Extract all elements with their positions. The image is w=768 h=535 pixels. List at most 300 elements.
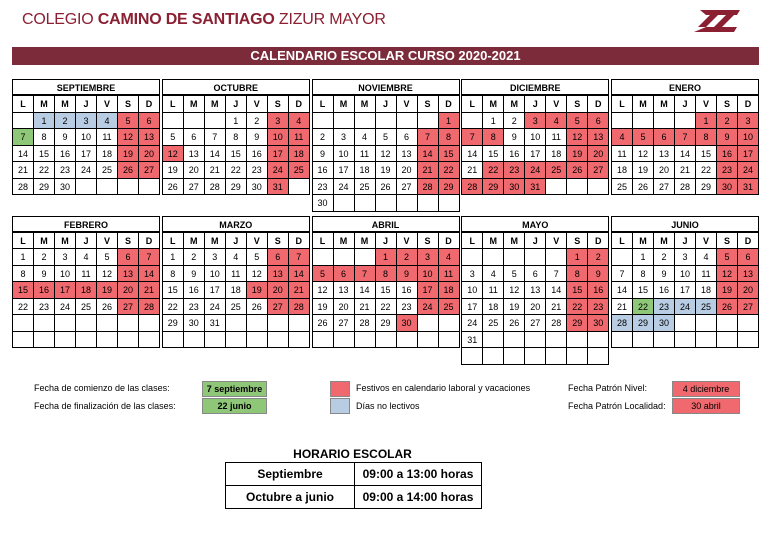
month-days-grid bbox=[312, 95, 460, 212]
month-marzo bbox=[162, 216, 310, 365]
day-cell: 23 bbox=[397, 299, 418, 316]
weekday-header: J bbox=[525, 233, 546, 250]
day-cell: 24 bbox=[738, 162, 759, 179]
day-cell: 21 bbox=[612, 299, 633, 316]
day-cell: 30 bbox=[55, 179, 76, 196]
month-days-grid bbox=[461, 95, 609, 195]
patron-nivel-value: 4 diciembre bbox=[672, 381, 740, 397]
month-days-grid bbox=[12, 232, 160, 349]
non-school-legend-label: Días no lectivos bbox=[356, 401, 420, 411]
day-cell: 15 bbox=[439, 146, 460, 163]
month-octubre bbox=[162, 79, 310, 212]
day-cell: 8 bbox=[633, 266, 654, 283]
weekday-header: V bbox=[97, 233, 118, 250]
day-cell: 13 bbox=[525, 282, 546, 299]
day-cell: 1 bbox=[439, 113, 460, 130]
day-cell: 22 bbox=[163, 299, 184, 316]
weekday-header: L bbox=[163, 96, 184, 113]
weekday-header: M bbox=[334, 233, 355, 250]
weekday-header: M bbox=[654, 233, 675, 250]
day-cell: 9 bbox=[184, 266, 205, 283]
empty-cell bbox=[546, 348, 567, 365]
weekday-header: V bbox=[247, 233, 268, 250]
empty-cell bbox=[418, 195, 439, 212]
day-cell: 26 bbox=[163, 179, 184, 196]
day-cell: 10 bbox=[268, 129, 289, 146]
empty-cell bbox=[13, 315, 34, 332]
day-cell: 30 bbox=[247, 179, 268, 196]
empty-cell bbox=[462, 249, 483, 266]
day-cell: 20 bbox=[654, 162, 675, 179]
day-cell: 31 bbox=[268, 179, 289, 196]
day-cell: 30 bbox=[313, 195, 334, 212]
day-cell: 11 bbox=[76, 266, 97, 283]
day-cell: 12 bbox=[97, 266, 118, 283]
weekday-header: L bbox=[462, 96, 483, 113]
empty-cell bbox=[504, 348, 525, 365]
month-days-grid bbox=[162, 232, 310, 349]
day-cell: 4 bbox=[355, 129, 376, 146]
schedule-hours: 09:00 a 13:00 horas bbox=[355, 463, 482, 486]
school-logo-icon bbox=[692, 8, 742, 34]
day-cell: 3 bbox=[525, 113, 546, 130]
day-cell: 21 bbox=[546, 299, 567, 316]
day-cell: 4 bbox=[612, 129, 633, 146]
empty-cell bbox=[76, 332, 97, 349]
day-cell: 14 bbox=[139, 266, 160, 283]
day-cell: 26 bbox=[313, 315, 334, 332]
day-cell: 11 bbox=[226, 266, 247, 283]
school-name: COLEGIO CAMINO DE SANTIAGO ZIZUR MAYOR bbox=[22, 11, 386, 28]
day-cell: 19 bbox=[313, 299, 334, 316]
empty-cell bbox=[355, 332, 376, 349]
day-cell: 14 bbox=[462, 146, 483, 163]
day-cell: 20 bbox=[268, 282, 289, 299]
day-cell: 4 bbox=[97, 113, 118, 130]
day-cell: 6 bbox=[654, 129, 675, 146]
day-cell: 2 bbox=[184, 249, 205, 266]
day-cell: 26 bbox=[567, 162, 588, 179]
day-cell: 17 bbox=[462, 299, 483, 316]
day-cell: 2 bbox=[34, 249, 55, 266]
day-cell: 29 bbox=[163, 315, 184, 332]
day-cell: 25 bbox=[97, 162, 118, 179]
day-cell: 6 bbox=[184, 129, 205, 146]
start-date-label: Fecha de comienzo de las clases: bbox=[34, 383, 170, 393]
empty-cell bbox=[483, 348, 504, 365]
day-cell: 17 bbox=[525, 146, 546, 163]
day-cell: 2 bbox=[504, 113, 525, 130]
day-cell: 6 bbox=[525, 266, 546, 283]
day-cell: 18 bbox=[226, 282, 247, 299]
day-cell: 30 bbox=[504, 179, 525, 196]
weekday-header: D bbox=[289, 96, 310, 113]
day-cell: 23 bbox=[588, 299, 609, 316]
day-cell: 10 bbox=[675, 266, 696, 283]
empty-cell bbox=[525, 332, 546, 349]
empty-cell bbox=[696, 332, 717, 349]
day-cell: 27 bbox=[139, 162, 160, 179]
day-cell: 13 bbox=[397, 146, 418, 163]
end-date-label: Fecha de finalización de las clases: bbox=[34, 401, 176, 411]
weekday-header: V bbox=[696, 233, 717, 250]
day-cell: 24 bbox=[418, 299, 439, 316]
day-cell: 28 bbox=[289, 299, 310, 316]
day-cell: 20 bbox=[588, 146, 609, 163]
month-name: SEPTIEMBRE bbox=[12, 79, 160, 95]
day-cell: 17 bbox=[675, 282, 696, 299]
day-cell: 7 bbox=[13, 129, 34, 146]
empty-cell bbox=[268, 332, 289, 349]
day-cell: 8 bbox=[34, 129, 55, 146]
schedule-table bbox=[225, 462, 482, 509]
day-cell: 16 bbox=[184, 282, 205, 299]
day-cell: 27 bbox=[525, 315, 546, 332]
weekday-header: D bbox=[738, 233, 759, 250]
day-cell: 1 bbox=[696, 113, 717, 130]
day-cell: 23 bbox=[717, 162, 738, 179]
empty-cell bbox=[633, 332, 654, 349]
day-cell: 12 bbox=[504, 282, 525, 299]
empty-cell bbox=[76, 315, 97, 332]
empty-cell bbox=[34, 315, 55, 332]
day-cell: 3 bbox=[738, 113, 759, 130]
empty-cell bbox=[567, 348, 588, 365]
empty-cell bbox=[418, 113, 439, 130]
weekday-header: S bbox=[418, 96, 439, 113]
day-cell: 17 bbox=[55, 282, 76, 299]
day-cell: 30 bbox=[397, 315, 418, 332]
day-cell: 27 bbox=[118, 299, 139, 316]
weekday-header: S bbox=[717, 96, 738, 113]
empty-cell bbox=[612, 249, 633, 266]
day-cell: 23 bbox=[55, 162, 76, 179]
day-cell: 30 bbox=[184, 315, 205, 332]
day-cell: 15 bbox=[567, 282, 588, 299]
day-cell: 6 bbox=[268, 249, 289, 266]
empty-cell bbox=[163, 113, 184, 130]
day-cell: 16 bbox=[34, 282, 55, 299]
empty-cell bbox=[313, 113, 334, 130]
month-name: ENERO bbox=[611, 79, 759, 95]
weekday-header: S bbox=[418, 233, 439, 250]
empty-cell bbox=[313, 249, 334, 266]
empty-cell bbox=[139, 315, 160, 332]
weekday-header: D bbox=[439, 233, 460, 250]
day-cell: 5 bbox=[247, 249, 268, 266]
weekday-header: M bbox=[633, 233, 654, 250]
day-cell: 19 bbox=[163, 162, 184, 179]
calendar-title: CALENDARIO ESCOLAR CURSO 2020-2021 bbox=[12, 47, 759, 65]
empty-cell bbox=[313, 332, 334, 349]
weekday-header: L bbox=[13, 233, 34, 250]
weekday-header: S bbox=[567, 96, 588, 113]
day-cell: 26 bbox=[504, 315, 525, 332]
day-cell: 27 bbox=[654, 179, 675, 196]
month-enero bbox=[611, 79, 759, 212]
day-cell: 15 bbox=[483, 146, 504, 163]
empty-cell bbox=[34, 332, 55, 349]
day-cell: 3 bbox=[418, 249, 439, 266]
day-cell: 14 bbox=[675, 146, 696, 163]
day-cell: 23 bbox=[34, 299, 55, 316]
weekday-header: M bbox=[34, 96, 55, 113]
month-septiembre bbox=[12, 79, 160, 212]
day-cell: 28 bbox=[355, 315, 376, 332]
weekday-header: M bbox=[355, 233, 376, 250]
weekday-header: V bbox=[696, 96, 717, 113]
empty-cell bbox=[118, 315, 139, 332]
day-cell: 24 bbox=[76, 162, 97, 179]
weekday-header: S bbox=[268, 96, 289, 113]
day-cell: 3 bbox=[675, 249, 696, 266]
weekday-header: L bbox=[313, 233, 334, 250]
patron-nivel-label: Fecha Patrón Nivel: bbox=[568, 383, 648, 393]
day-cell: 6 bbox=[334, 266, 355, 283]
day-cell: 25 bbox=[355, 179, 376, 196]
weekday-header: L bbox=[313, 96, 334, 113]
day-cell: 9 bbox=[247, 129, 268, 146]
day-cell: 7 bbox=[289, 249, 310, 266]
day-cell: 19 bbox=[567, 146, 588, 163]
empty-cell bbox=[13, 332, 34, 349]
day-cell: 20 bbox=[738, 282, 759, 299]
empty-cell bbox=[163, 332, 184, 349]
weekday-header: M bbox=[334, 96, 355, 113]
day-cell: 18 bbox=[289, 146, 310, 163]
day-cell: 25 bbox=[546, 162, 567, 179]
day-cell: 18 bbox=[97, 146, 118, 163]
day-cell: 1 bbox=[226, 113, 247, 130]
day-cell: 28 bbox=[139, 299, 160, 316]
weekday-header: V bbox=[546, 96, 567, 113]
day-cell: 9 bbox=[654, 266, 675, 283]
empty-cell bbox=[462, 113, 483, 130]
day-cell: 5 bbox=[97, 249, 118, 266]
day-cell: 7 bbox=[675, 129, 696, 146]
day-cell: 28 bbox=[205, 179, 226, 196]
day-cell: 27 bbox=[334, 315, 355, 332]
empty-cell bbox=[738, 315, 759, 332]
day-cell: 21 bbox=[355, 299, 376, 316]
month-febrero bbox=[12, 216, 160, 365]
day-cell: 25 bbox=[696, 299, 717, 316]
empty-cell bbox=[184, 113, 205, 130]
empty-cell bbox=[184, 332, 205, 349]
weekday-header: L bbox=[462, 233, 483, 250]
empty-cell bbox=[738, 332, 759, 349]
day-cell: 7 bbox=[418, 129, 439, 146]
day-cell: 31 bbox=[462, 332, 483, 349]
month-days-grid bbox=[611, 95, 759, 195]
empty-cell bbox=[289, 315, 310, 332]
empty-cell bbox=[334, 249, 355, 266]
day-cell: 10 bbox=[76, 129, 97, 146]
day-cell: 15 bbox=[376, 282, 397, 299]
empty-cell bbox=[567, 179, 588, 196]
empty-cell bbox=[376, 332, 397, 349]
day-cell: 1 bbox=[376, 249, 397, 266]
day-cell: 22 bbox=[483, 162, 504, 179]
day-cell: 14 bbox=[546, 282, 567, 299]
empty-cell bbox=[675, 332, 696, 349]
weekday-header: L bbox=[163, 233, 184, 250]
day-cell: 10 bbox=[55, 266, 76, 283]
day-cell: 8 bbox=[696, 129, 717, 146]
month-name: ABRIL bbox=[312, 216, 460, 232]
day-cell: 4 bbox=[439, 249, 460, 266]
day-cell: 15 bbox=[226, 146, 247, 163]
weekday-header: D bbox=[139, 96, 160, 113]
empty-cell bbox=[633, 113, 654, 130]
day-cell: 14 bbox=[289, 266, 310, 283]
day-cell: 7 bbox=[355, 266, 376, 283]
day-cell: 10 bbox=[205, 266, 226, 283]
day-cell: 19 bbox=[97, 282, 118, 299]
day-cell: 29 bbox=[696, 179, 717, 196]
day-cell: 31 bbox=[738, 179, 759, 196]
day-cell: 27 bbox=[184, 179, 205, 196]
day-cell: 29 bbox=[376, 315, 397, 332]
day-cell: 11 bbox=[696, 266, 717, 283]
empty-cell bbox=[334, 195, 355, 212]
day-cell: 27 bbox=[738, 299, 759, 316]
day-cell: 19 bbox=[376, 162, 397, 179]
schedule-period: Septiembre bbox=[226, 463, 355, 486]
empty-cell bbox=[675, 113, 696, 130]
day-cell: 19 bbox=[504, 299, 525, 316]
day-cell: 13 bbox=[139, 129, 160, 146]
weekday-header: S bbox=[268, 233, 289, 250]
weekday-header: J bbox=[376, 96, 397, 113]
day-cell: 25 bbox=[439, 299, 460, 316]
day-cell: 5 bbox=[567, 113, 588, 130]
month-abril bbox=[312, 216, 460, 365]
empty-cell bbox=[118, 332, 139, 349]
day-cell: 8 bbox=[226, 129, 247, 146]
month-name: MAYO bbox=[461, 216, 609, 232]
weekday-header: D bbox=[289, 233, 310, 250]
empty-cell bbox=[376, 195, 397, 212]
day-cell: 22 bbox=[439, 162, 460, 179]
weekday-header: M bbox=[205, 96, 226, 113]
day-cell: 17 bbox=[205, 282, 226, 299]
month-noviembre bbox=[312, 79, 460, 212]
empty-cell bbox=[118, 179, 139, 196]
day-cell: 22 bbox=[376, 299, 397, 316]
day-cell: 6 bbox=[397, 129, 418, 146]
weekday-header: V bbox=[546, 233, 567, 250]
day-cell: 13 bbox=[184, 146, 205, 163]
day-cell: 12 bbox=[633, 146, 654, 163]
empty-cell bbox=[247, 332, 268, 349]
non-school-swatch bbox=[330, 398, 350, 414]
day-cell: 11 bbox=[355, 146, 376, 163]
holiday-swatch bbox=[330, 381, 350, 397]
day-cell: 1 bbox=[633, 249, 654, 266]
day-cell: 21 bbox=[289, 282, 310, 299]
day-cell: 22 bbox=[13, 299, 34, 316]
day-cell: 15 bbox=[163, 282, 184, 299]
patron-localidad-label: Fecha Patrón Localidad: bbox=[568, 401, 666, 411]
weekday-header: J bbox=[376, 233, 397, 250]
empty-cell bbox=[462, 348, 483, 365]
day-cell: 11 bbox=[289, 129, 310, 146]
empty-cell bbox=[334, 332, 355, 349]
weekday-header: M bbox=[184, 96, 205, 113]
month-days-grid bbox=[162, 95, 310, 195]
day-cell: 21 bbox=[205, 162, 226, 179]
day-cell: 22 bbox=[34, 162, 55, 179]
page-header bbox=[0, 0, 768, 40]
day-cell: 18 bbox=[696, 282, 717, 299]
day-cell: 20 bbox=[184, 162, 205, 179]
day-cell: 2 bbox=[588, 249, 609, 266]
day-cell: 29 bbox=[439, 179, 460, 196]
day-cell: 26 bbox=[97, 299, 118, 316]
empty-cell bbox=[612, 332, 633, 349]
day-cell: 5 bbox=[504, 266, 525, 283]
empty-cell bbox=[717, 332, 738, 349]
empty-cell bbox=[76, 179, 97, 196]
day-cell: 28 bbox=[462, 179, 483, 196]
day-cell: 2 bbox=[397, 249, 418, 266]
day-cell: 11 bbox=[483, 282, 504, 299]
weekday-header: J bbox=[226, 233, 247, 250]
day-cell: 30 bbox=[654, 315, 675, 332]
day-cell: 5 bbox=[313, 266, 334, 283]
day-cell: 5 bbox=[118, 113, 139, 130]
day-cell: 26 bbox=[247, 299, 268, 316]
day-cell: 8 bbox=[483, 129, 504, 146]
empty-cell bbox=[226, 332, 247, 349]
empty-cell bbox=[139, 179, 160, 196]
day-cell: 1 bbox=[483, 113, 504, 130]
day-cell: 27 bbox=[397, 179, 418, 196]
day-cell: 5 bbox=[163, 129, 184, 146]
empty-cell bbox=[355, 113, 376, 130]
day-cell: 1 bbox=[34, 113, 55, 130]
weekday-header: J bbox=[226, 96, 247, 113]
weekday-header: V bbox=[397, 96, 418, 113]
month-name: JUNIO bbox=[611, 216, 759, 232]
day-cell: 6 bbox=[588, 113, 609, 130]
day-cell: 29 bbox=[633, 315, 654, 332]
day-cell: 19 bbox=[118, 146, 139, 163]
day-cell: 23 bbox=[247, 162, 268, 179]
day-cell: 17 bbox=[76, 146, 97, 163]
day-cell: 11 bbox=[612, 146, 633, 163]
day-cell: 28 bbox=[612, 315, 633, 332]
weekday-header: V bbox=[397, 233, 418, 250]
empty-cell bbox=[439, 332, 460, 349]
empty-cell bbox=[13, 113, 34, 130]
day-cell: 8 bbox=[163, 266, 184, 283]
day-cell: 29 bbox=[34, 179, 55, 196]
weekday-header: D bbox=[738, 96, 759, 113]
day-cell: 1 bbox=[567, 249, 588, 266]
day-cell: 1 bbox=[13, 249, 34, 266]
day-cell: 15 bbox=[13, 282, 34, 299]
weekday-header: L bbox=[612, 233, 633, 250]
day-cell: 28 bbox=[418, 179, 439, 196]
day-cell: 5 bbox=[376, 129, 397, 146]
empty-cell bbox=[355, 195, 376, 212]
day-cell: 27 bbox=[588, 162, 609, 179]
weekday-header: D bbox=[588, 96, 609, 113]
day-cell: 5 bbox=[717, 249, 738, 266]
day-cell: 29 bbox=[483, 179, 504, 196]
